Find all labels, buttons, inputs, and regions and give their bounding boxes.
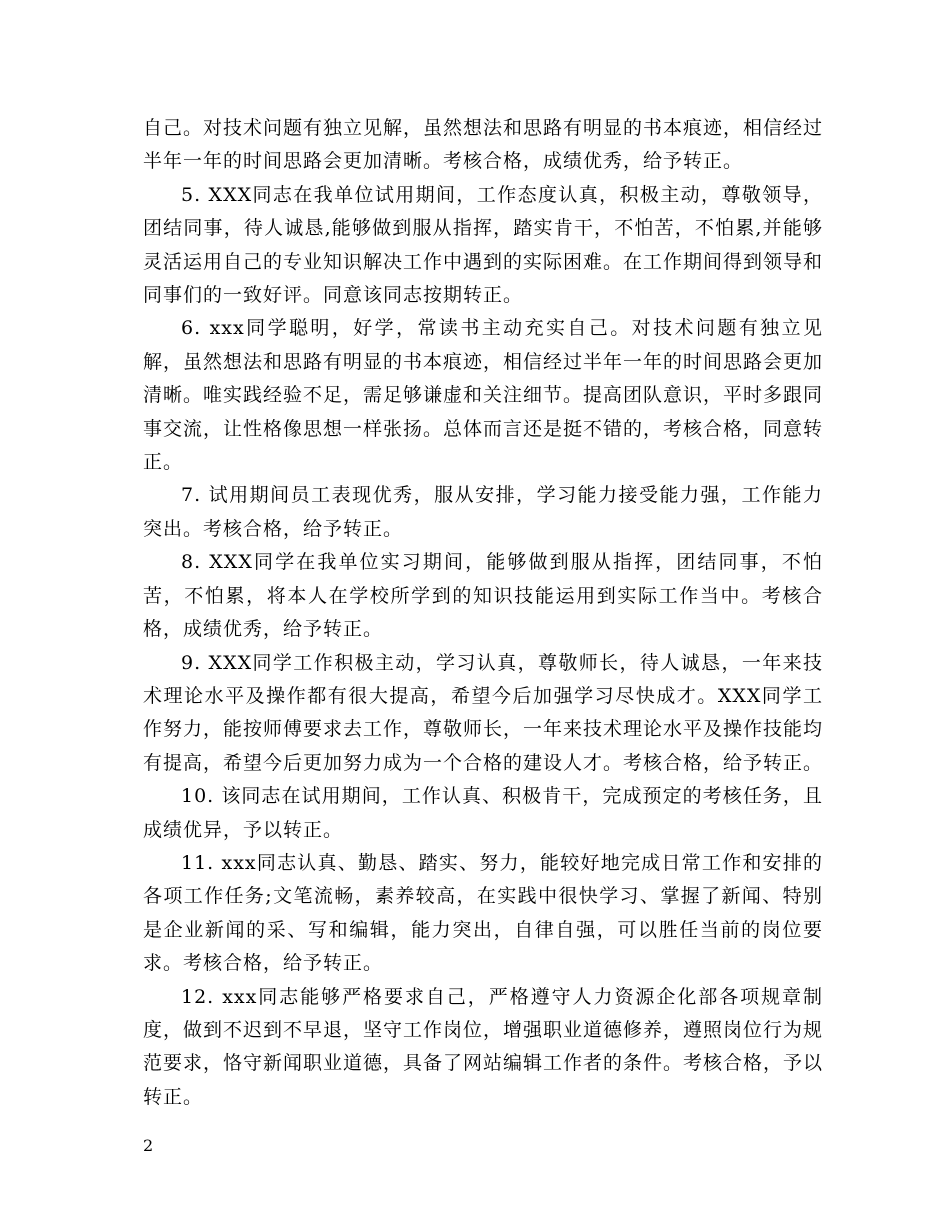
paragraph-item-7: 7. 试用期间员工表现优秀，服从安排，学习能力接受能力强，工作能力突出。考核合格，给予转正。 — [143, 484, 823, 540]
paragraph-item-6: 6. xxx同学聪明，好学，常读书主动充实自己。对技术问题有独立见解，虽然想法和思路有明显的书本痕迹，相信经过半年一年的时间思路会更加清晰。唯实践经验不足，需足够谦虚和关注细节。提高团队意识，平时多跟同事交流，让性格像思想一样张扬。总体而言还是挺不错的，考核合格，同意转正。 — [143, 317, 824, 474]
page-number: 2 — [143, 1136, 154, 1155]
paragraph-item-8: 8. XXX同学在我单位实习期间，能够做到服从指挥，团结同事，不怕苦，不怕累，将本人在学校所学到的知识技能运用到实际工作当中。考核合格，成绩优秀，给予转正。 — [143, 551, 823, 641]
paragraph-item-9: 9. XXX同学工作积极主动，学习认真，尊敬师长，待人诚恳，一年来技术理论水平及操作都有很大提高，希望今后加强学习尽快成才。XXX同学工作努力，能按师傅要求去工作，尊敬师长，一年来技术理论水平及操作技能均有提高，希望今后更加努力成为一个合格的建设人才。考核合格，给予转正。 — [143, 651, 824, 774]
paragraph-continuation: 自己。对技术问题有独立见解，虽然想法和思路有明显的书本痕迹，相信经过半年一年的时间思路会更加清晰。考核合格，成绩优秀，给予转正。 — [143, 117, 824, 173]
document-body — [143, 112, 823, 1114]
paragraph-item-11: 11. xxx同志认真、勤恳、踏实、努力，能较好地完成日常工作和安排的各项工作任务;文笔流畅，素养较高，在实践中很快学习、掌握了新闻、特别是企业新闻的采、写和编辑，能力突出，自律自强，可以胜任当前的岗位要求。考核合格，给予转正。 — [143, 851, 823, 975]
paragraph-item-5: 5. XXX同志在我单位试用期间，工作态度认真，积极主动，尊敬领导，团结同事，待人诚恳,能够做到服从指挥，踏实肯干，不怕苦，不怕累,并能够灵活运用自己的专业知识解决工作中遇到的实际困难。在工作期间得到领导和同事们的一致好评。同意该同志按期转正。 — [143, 183, 824, 307]
paragraph-item-12: 12. xxx同志能够严格要求自己，严格遵守人力资源企化部各项规章制度，做到不迟到不早退，坚守工作岗位，增强职业道德修养，遵照岗位行为规范要求，恪守新闻职业道德，具备了网站编辑工作者的条件。考核合格，予以转正。 — [143, 985, 824, 1108]
paragraph-item-10: 10. 该同志在试用期间，工作认真、积极肯干，完成预定的考核任务，且成绩优异，予以转正。 — [143, 785, 823, 841]
